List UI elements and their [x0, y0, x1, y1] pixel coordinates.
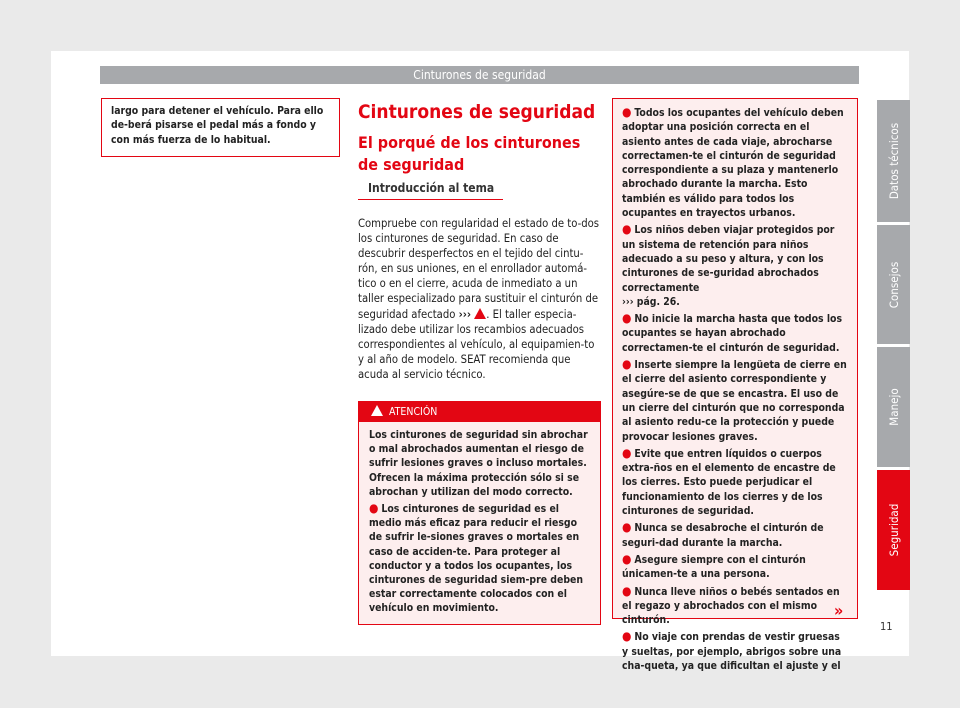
warning-paragraph: Los cinturones de seguridad sin abrochar o mal abrochados aumentan el riesgo de sufrir lesiones graves o incluso mortales. Ofrecen la máxima protección sólo si se abrochan y utilizan del modo correcto. — [369, 429, 588, 498]
bullet-icon: ● — [622, 357, 632, 372]
list-item — [622, 311, 849, 355]
tab-datos-tecnicos[interactable] — [877, 100, 910, 222]
bullet-icon: ● — [622, 551, 632, 566]
list-item — [622, 105, 849, 220]
warning-bullet — [369, 501, 590, 616]
list-item — [622, 629, 849, 673]
bullet-icon: ● — [622, 222, 632, 237]
body-text-b: . El taller especia-lizado debe utilizar los recambios adecuados correspondientes al vehículo, al equipamien-to y al año de modelo. SEAT recomienda que acuda al servicio técnico. — [358, 307, 595, 381]
tab-label: Datos técnicos — [886, 122, 901, 200]
list-item-text: No inicie la marcha hasta que todos los ocupantes se hayan abrochado correctamen-te el cinturón de seguridad. — [622, 313, 843, 354]
body-paragraph — [358, 216, 603, 382]
list-item — [622, 357, 849, 444]
page-header: Cinturones de seguridad — [100, 66, 859, 84]
list-item-text: Todos los ocupantes del vehículo deben adoptar una posición correcta en el asiento antes de cada viaje, abrocharse correctamen-te el cinturón de seguridad correspondiente a su plaza y mantenerlo abrochado durante la marcha. Esto también es válido para todos los ocupantes en trayectos urbanos. — [622, 107, 844, 220]
list-item — [622, 222, 849, 309]
intro-heading: Introducción al tema — [358, 180, 503, 200]
list-item — [622, 520, 849, 550]
bullet-icon: ● — [622, 105, 632, 119]
tab-consejos[interactable] — [877, 225, 910, 344]
warning-triangle-icon — [474, 308, 486, 319]
bullet-icon: ● — [622, 583, 632, 598]
list-item-text: Nunca se desabroche el cinturón de seguri-dad durante la marcha. — [622, 522, 824, 549]
warning-box — [358, 401, 601, 625]
section-subtitle: El porqué de los cinturones de seguridad — [358, 133, 581, 174]
continue-arrow-icon: » — [834, 601, 844, 620]
cross-reference-link[interactable]: ››› — [458, 307, 472, 321]
bullet-icon: ● — [622, 445, 632, 460]
list-item — [622, 446, 849, 518]
tab-manejo[interactable] — [877, 347, 910, 467]
warning-header — [359, 402, 600, 422]
warning-title: ATENCIÓN — [389, 406, 438, 418]
list-item — [622, 584, 849, 628]
safety-list-box — [612, 98, 858, 672]
list-item-text: No viaje con prendas de vestir gruesas y sueltas, por ejemplo, abrigos sobre una cha-queta, ya que dificultan el ajuste y el — [622, 631, 842, 672]
main-column — [358, 98, 603, 382]
tab-label: Consejos — [886, 261, 901, 308]
page-number: 11 — [880, 620, 893, 633]
bullet-icon: ● — [369, 501, 379, 516]
page-reference-link[interactable]: ››› pág. 26. — [622, 295, 680, 308]
bullet-icon: ● — [622, 311, 632, 326]
continued-text-box: largo para detener el vehículo. Para ello de-berá pisarse el pedal más a fondo y con más fuerza de lo habitual. — [101, 98, 340, 157]
warning-body — [359, 422, 600, 624]
tab-seguridad[interactable] — [877, 470, 910, 590]
bullet-icon: ● — [622, 629, 632, 644]
list-item-text: Inserte siempre la lengüeta de cierre en el cierre del asiento correspondiente y asegúre-se de que se encastra. El uso de un cierre del cinturón que no corresponda al asiento redu-ce la protección y puede provocar lesiones graves. — [622, 359, 847, 443]
tab-label: Seguridad — [886, 503, 901, 557]
bullet-icon: ● — [622, 520, 632, 535]
list-item-text: Los niños deben viajar protegidos por un sistema de retención para niños adecuado a su peso y altura, y con los cinturones de se-guridad abrochados correctamente — [622, 224, 835, 294]
list-item-text: Asegure siempre con el cinturón únicamen-te a una persona. — [622, 553, 806, 581]
warning-bullet-text: Los cinturones de seguridad es el medio más eficaz para reducir el riesgo de sufrir le-siones graves o mortales en caso de acciden-te. Para proteger al conductor y a todos los ocupantes, los cinturones de seguridad siem-pre deben estar correctamente colocados con el vehículo en movimiento. — [369, 503, 584, 615]
list-item-text: Nunca lleve niños o bebés sentados en el regazo y abrochados con el mismo cinturón. — [622, 585, 840, 627]
warning-icon — [371, 405, 383, 416]
body-text-a: Compruebe con regularidad el estado de to-dos los cinturones de seguridad. En caso de descubrir desperfectos en el tejido del cintu-rón, en sus uniones, en el enrollador automá-tico o en el cierre, acuda de inmediato a un taller especializado para sustituir el cinturón de seguridad afectado — [358, 217, 600, 321]
section-title: Cinturones de seguridad — [358, 101, 596, 123]
tab-label: Manejo — [886, 388, 901, 426]
list-item — [622, 552, 849, 582]
list-item-text: Evite que entren líquidos o cuerpos extra-ños en el elemento de encastre de los cierres. Esto puede perjudicar el funcionamiento de los cierres y de los cinturones de seguridad. — [622, 447, 836, 518]
